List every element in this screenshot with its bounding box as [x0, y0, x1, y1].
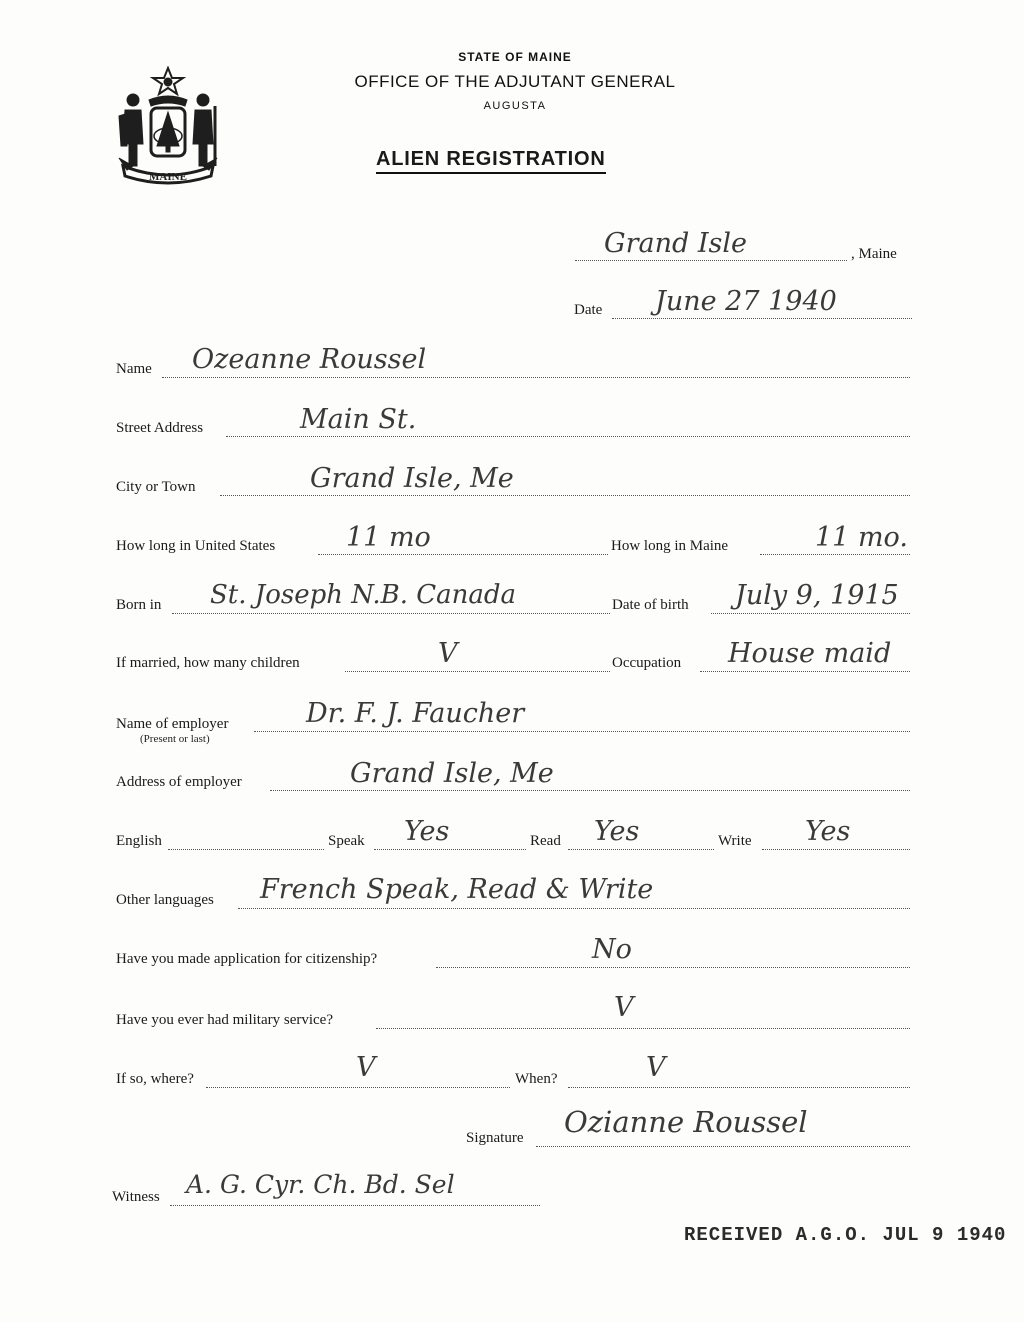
children-value: V: [438, 638, 458, 669]
signature-line: [536, 1146, 910, 1147]
other-languages-value: French Speak, Read & Write: [260, 874, 654, 905]
speak-value: Yes: [404, 816, 450, 847]
other-languages-label: Other languages: [116, 892, 214, 908]
other-languages-line: [238, 908, 910, 909]
military-line: [376, 1028, 910, 1029]
city-label: City or Town: [116, 479, 196, 495]
read-value: Yes: [594, 816, 640, 847]
born-in-line: [172, 613, 610, 614]
town-value: Grand Isle: [604, 228, 747, 259]
street-value: Main St.: [300, 404, 417, 435]
citizenship-line: [436, 967, 910, 968]
speak-label: Speak: [328, 833, 365, 849]
children-line: [345, 671, 610, 672]
employer-address-label: Address of employer: [116, 774, 242, 790]
english-line: [168, 849, 324, 850]
how-long-us-line: [318, 554, 608, 555]
born-in-label: Born in: [116, 597, 162, 613]
where-line: [206, 1087, 510, 1088]
seal-label: MAINE: [149, 171, 187, 183]
state-heading: STATE OF MAINE: [458, 50, 572, 64]
date-of-birth-line: [711, 613, 910, 614]
witness-line: [170, 1205, 540, 1206]
city-line: [220, 495, 910, 496]
where-label: If so, where?: [116, 1071, 194, 1087]
date-label: Date: [574, 302, 603, 318]
city-heading: AUGUSTA: [483, 100, 547, 112]
date-of-birth-value: July 9, 1915: [735, 580, 899, 611]
form-title: ALIEN REGISTRATION: [376, 148, 606, 174]
employer-label: Name of employer: [116, 716, 229, 732]
date-line: [612, 318, 912, 319]
witness-value: A. G. Cyr. Ch. Bd. Sel: [186, 1170, 455, 1199]
english-label: English: [116, 833, 162, 849]
born-in-value: St. Joseph N.B. Canada: [210, 580, 517, 610]
citizenship-value: No: [592, 934, 632, 965]
occupation-value: House maid: [728, 638, 892, 669]
when-value: V: [646, 1052, 666, 1083]
how-long-maine-line: [760, 554, 910, 555]
maine-label: , Maine: [851, 246, 897, 262]
citizenship-label: Have you made application for citizenship?: [116, 951, 378, 967]
received-stamp: RECEIVED A.G.O. JUL 9 1940: [684, 1224, 1007, 1246]
office-heading: OFFICE OF THE ADJUTANT GENERAL: [354, 72, 676, 91]
write-value: Yes: [805, 816, 851, 847]
how-long-maine-label: How long in Maine: [611, 538, 729, 554]
signature-label: Signature: [466, 1130, 524, 1146]
city-value: Grand Isle, Me: [310, 463, 514, 494]
employer-sublabel: (Present or last): [140, 733, 210, 745]
employer-address-value: Grand Isle, Me: [350, 758, 554, 789]
witness-label: Witness: [112, 1189, 160, 1205]
read-line: [568, 849, 714, 850]
street-line: [226, 436, 910, 437]
employer-value: Dr. F. J. Faucher: [306, 698, 525, 729]
children-label: If married, how many children: [116, 655, 300, 671]
when-line: [568, 1087, 910, 1088]
military-value: V: [614, 992, 634, 1023]
occupation-line: [700, 671, 910, 672]
read-label: Read: [530, 833, 561, 849]
how-long-us-label: How long in United States: [116, 538, 276, 554]
maine-state-seal: [113, 66, 223, 190]
name-value: Ozeanne Roussel: [192, 344, 427, 375]
signature-value: Ozianne Roussel: [564, 1105, 808, 1139]
write-label: Write: [718, 833, 752, 849]
how-long-us-value: 11 mo: [346, 522, 431, 553]
speak-line: [374, 849, 526, 850]
date-value: June 27 1940: [655, 286, 837, 317]
when-label: When?: [515, 1071, 558, 1087]
employer-address-line: [270, 790, 910, 791]
name-line: [162, 377, 910, 378]
write-line: [762, 849, 910, 850]
where-value: V: [356, 1052, 376, 1083]
how-long-maine-value: 11 mo.: [815, 522, 908, 553]
employer-line: [254, 731, 910, 732]
military-label: Have you ever had military service?: [116, 1012, 333, 1028]
occupation-label: Occupation: [612, 655, 682, 671]
date-of-birth-label: Date of birth: [612, 597, 689, 613]
town-line: [575, 260, 847, 261]
street-label: Street Address: [116, 420, 204, 436]
name-label: Name: [116, 361, 152, 377]
